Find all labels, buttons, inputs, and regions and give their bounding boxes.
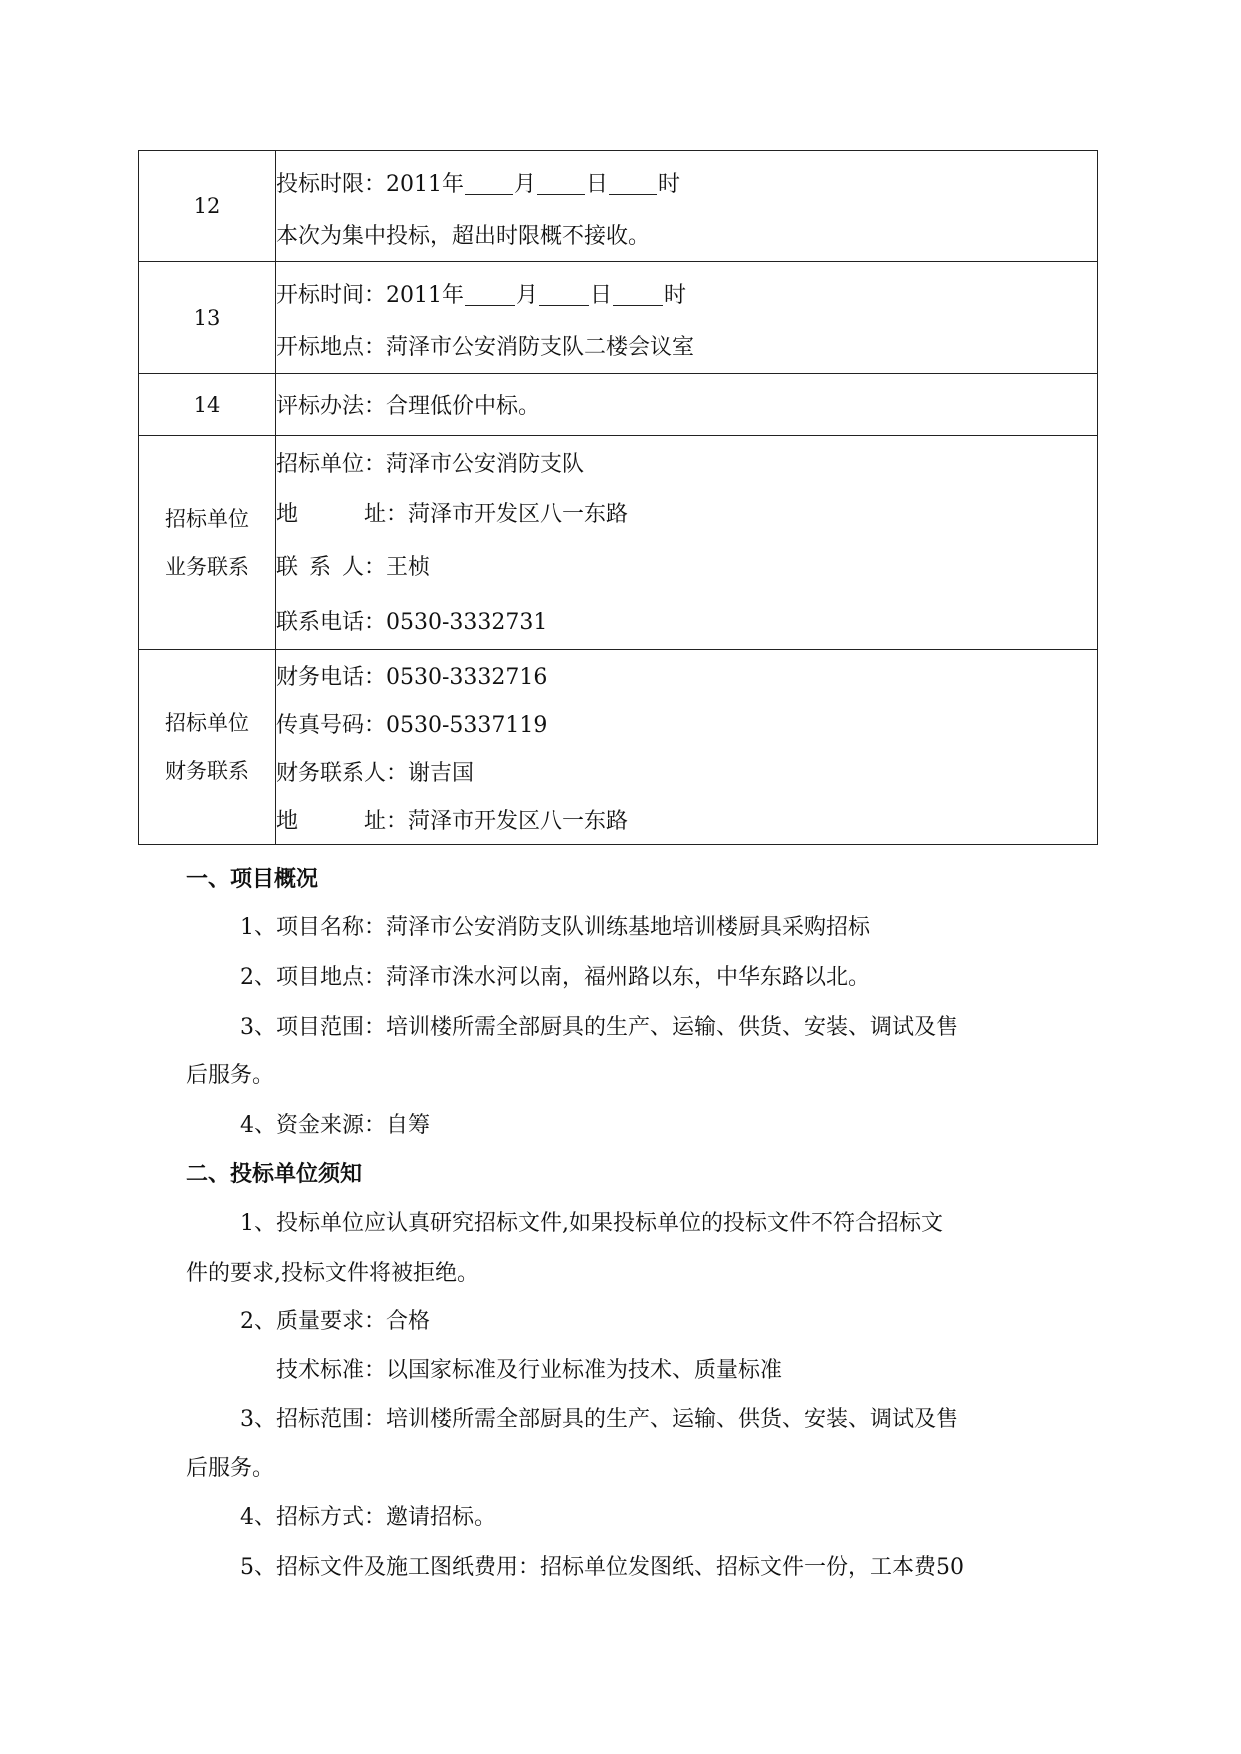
month-label: 月 xyxy=(514,171,537,197)
evaluation-method-line: 评标办法：合理低价中标。 xyxy=(276,394,541,419)
paragraph: 5、招标文件及施工图纸费用：招标单位发图纸、招标文件一份，工本费50 xyxy=(240,1555,964,1580)
address-key: 址： xyxy=(364,502,409,527)
opening-time-line xyxy=(276,266,1097,322)
paragraph: 1、投标单位应认真研究招标文件,如果投标单位的投标文件不符合招标文 xyxy=(240,1211,943,1236)
paragraph: 技术标准：以国家标准及行业标准为技术、质量标准 xyxy=(276,1358,783,1383)
opening-time-label: 开标时间：2011年 xyxy=(276,283,464,308)
table-row xyxy=(139,151,1098,262)
contact-key: 人： xyxy=(342,555,387,580)
table-row xyxy=(139,262,1098,374)
row-content xyxy=(276,151,1098,262)
row-content xyxy=(276,262,1098,374)
bid-deadline-label: 投标时限：2011年 xyxy=(276,171,464,197)
fax-line: 传真号码：0530-5337119 xyxy=(276,712,548,738)
address-value: 菏泽市开发区八一东路 xyxy=(408,502,629,527)
fill-blank xyxy=(539,281,589,306)
paragraph: 件的要求,投标文件将被拒绝。 xyxy=(186,1261,479,1286)
row-content xyxy=(276,374,1098,436)
fill-blank xyxy=(465,281,515,306)
contact-key: 系 xyxy=(309,555,332,580)
month-label: 月 xyxy=(516,283,539,308)
contact-person-line xyxy=(276,538,1097,594)
label-line: 招标单位 xyxy=(165,506,249,531)
address-key: 地 xyxy=(276,502,299,527)
paragraph: 4、招标方式：邀请招标。 xyxy=(240,1505,496,1530)
paragraph: 后服务。 xyxy=(186,1063,275,1088)
fill-blank xyxy=(613,281,663,306)
label-line: 业务联系 xyxy=(165,554,249,579)
paragraph: 3、项目范围：培训楼所需全部厨具的生产、运输、供货、安装、调试及售 xyxy=(240,1015,958,1040)
finance-contact-label xyxy=(139,650,276,845)
finance-contact-line: 财务联系人：谢吉国 xyxy=(276,760,475,786)
paragraph: 2、质量要求：合格 xyxy=(240,1309,430,1334)
table-row xyxy=(139,436,1098,650)
contact-phone-line: 联系电话：0530-3332731 xyxy=(276,610,548,635)
address-line xyxy=(276,488,1097,538)
row-number: 12 xyxy=(139,151,276,262)
paragraph: 4、资金来源：自筹 xyxy=(240,1113,430,1138)
bid-unit-line: 招标单位：菏泽市公安消防支队 xyxy=(276,452,585,477)
hour-label: 时 xyxy=(664,283,687,308)
row-number: 14 xyxy=(139,374,276,436)
table-row xyxy=(139,650,1098,845)
paragraph: 后服务。 xyxy=(186,1456,275,1481)
address-key: 地 xyxy=(276,808,299,834)
label-line: 财务联系 xyxy=(165,759,249,783)
day-label: 日 xyxy=(590,283,613,308)
contact-key: 联 xyxy=(276,555,299,580)
row-number: 13 xyxy=(139,262,276,374)
bid-deadline-line xyxy=(276,154,1097,210)
bid-info-table xyxy=(138,150,1098,845)
paragraph: 2、项目地点：菏泽市洙水河以南，福州路以东，中华东路以北。 xyxy=(240,965,870,990)
business-contact-label xyxy=(139,436,276,650)
fill-blank xyxy=(465,170,513,195)
label-line: 招标单位 xyxy=(165,711,249,735)
table-row xyxy=(139,374,1098,436)
fill-blank xyxy=(609,170,657,195)
finance-address-line xyxy=(276,795,1097,843)
row-content xyxy=(276,650,1098,845)
opening-location-line: 开标地点：菏泽市公安消防支队二楼会议室 xyxy=(276,335,695,360)
fill-blank xyxy=(537,170,585,195)
address-value: 菏泽市开发区八一东路 xyxy=(408,808,629,834)
bid-deadline-note: 本次为集中投标，超出时限概不接收。 xyxy=(276,223,651,249)
day-label: 日 xyxy=(586,171,609,197)
contact-value: 王桢 xyxy=(386,555,431,580)
hour-label: 时 xyxy=(658,171,681,197)
paragraph: 3、招标范围：培训楼所需全部厨具的生产、运输、供货、安装、调试及售 xyxy=(240,1407,958,1432)
section-title-overview: 一、项目概况 xyxy=(186,866,319,892)
finance-phone-line: 财务电话：0530-3332716 xyxy=(276,664,548,690)
paragraph: 1、项目名称：菏泽市公安消防支队训练基地培训楼厨具采购招标 xyxy=(240,915,870,940)
row-content xyxy=(276,436,1098,650)
address-key: 址： xyxy=(364,808,409,834)
section-title-bidder-notice: 二、投标单位须知 xyxy=(186,1161,363,1187)
